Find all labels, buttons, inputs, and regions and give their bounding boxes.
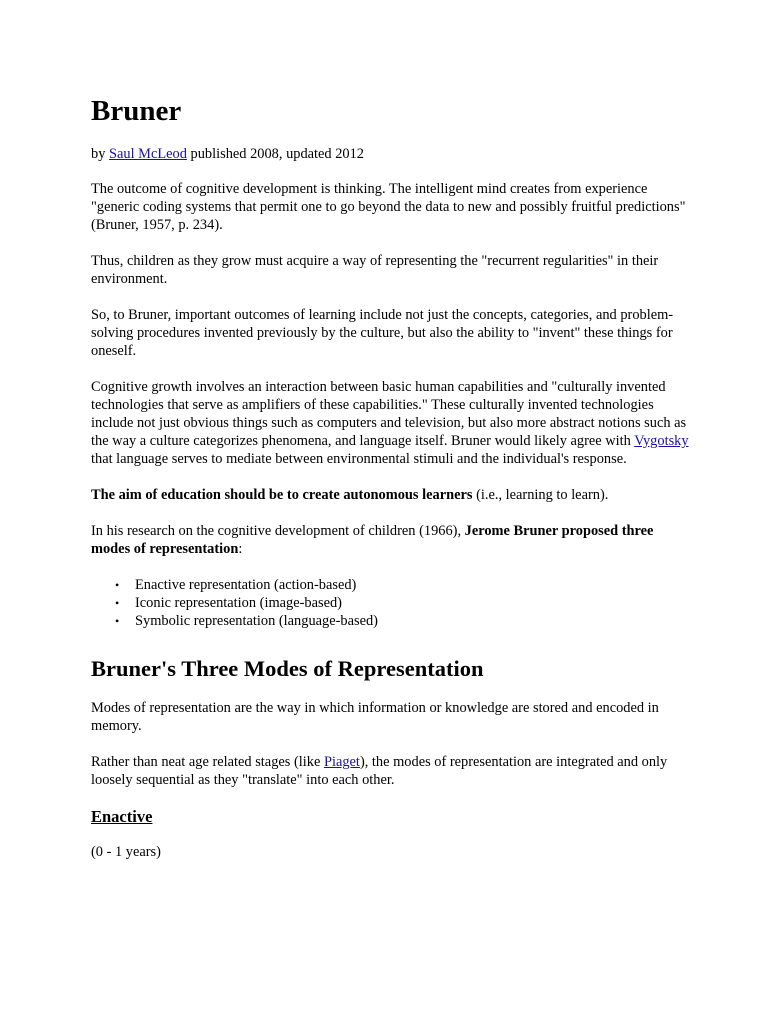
education-aim-bold: The aim of education should be to create autonomous learners bbox=[91, 487, 473, 503]
bullet-icon: • bbox=[115, 596, 120, 610]
list-item bbox=[115, 594, 691, 612]
research-bold: Jerome Bruner proposed three modes of representation bbox=[91, 523, 654, 557]
bullet-icon: • bbox=[115, 614, 120, 628]
byline-suffix: published 2008, updated 2012 bbox=[186, 146, 365, 162]
list-item-label: Iconic representation (image-based) bbox=[135, 595, 342, 611]
bullet-icon: • bbox=[115, 578, 120, 592]
research-colon: : bbox=[238, 541, 243, 557]
paragraph-learning-outcomes: So, to Bruner, important outcomes of learning include not just the concepts, categories, and problem-solving procedures invented previously by the culture, but also the ability to "invent" these things for oneself. bbox=[91, 307, 674, 359]
author-link[interactable]: Saul McLeod bbox=[109, 146, 187, 162]
paragraph-cognitive-growth bbox=[91, 378, 691, 468]
piaget-text: Rather than neat age related stages (like bbox=[91, 754, 324, 770]
article-body bbox=[91, 93, 691, 879]
vygotsky-link[interactable]: Vygotsky bbox=[634, 433, 689, 449]
section-heading-modes: Bruner's Three Modes of Representation bbox=[91, 656, 484, 681]
byline-prefix: by bbox=[91, 146, 109, 162]
paragraph-modes-definition: Modes of representation are the way in which information or knowledge are stored and encoded in memory. bbox=[91, 700, 659, 734]
paragraph-outcome: The outcome of cognitive development is thinking. The intelligent mind creates from experience "generic coding systems that permit one to go beyond the data to new and possibly fruitful predictions" (Bruner, 1957, p. 234). bbox=[91, 181, 686, 233]
paragraph-research bbox=[91, 522, 691, 558]
modes-list bbox=[91, 576, 691, 630]
paragraph-piaget-comparison bbox=[91, 753, 691, 789]
page-title: Bruner bbox=[91, 95, 182, 127]
cognitive-growth-text: Cognitive growth involves an interaction between basic human capabilities and "culturally invented technologies that serve as amplifiers of these capabilities." These culturally invented technologies include not just obvious things such as computers and television, but also more abstract notions such as the way a culture categorizes phenomena, and language itself. Bruner would likely agree with bbox=[91, 379, 687, 449]
piaget-link[interactable]: Piaget bbox=[323, 754, 360, 770]
research-text: In his research on the cognitive development of children (1966), bbox=[91, 523, 465, 539]
list-item bbox=[115, 612, 691, 630]
cognitive-growth-text-end: that language serves to mediate between environmental stimuli and the individual's response. bbox=[91, 451, 627, 467]
list-item-label: Enactive representation (action-based) bbox=[135, 577, 357, 593]
subheading-enactive: Enactive bbox=[91, 807, 153, 826]
paragraph-regularities: Thus, children as they grow must acquire a way of representing the "recurrent regularities" in their environment. bbox=[91, 253, 659, 287]
education-aim-rest: (i.e., learning to learn). bbox=[472, 487, 609, 503]
byline bbox=[91, 145, 691, 163]
paragraph-education-aim bbox=[91, 486, 691, 504]
list-item bbox=[115, 576, 691, 594]
list-item-label: Symbolic representation (language-based) bbox=[135, 613, 378, 629]
piaget-text-end: ), the modes of representation are integrated and only loosely sequential as they "translate" into each other. bbox=[91, 754, 668, 788]
enactive-ages: (0 - 1 years) bbox=[91, 844, 161, 860]
